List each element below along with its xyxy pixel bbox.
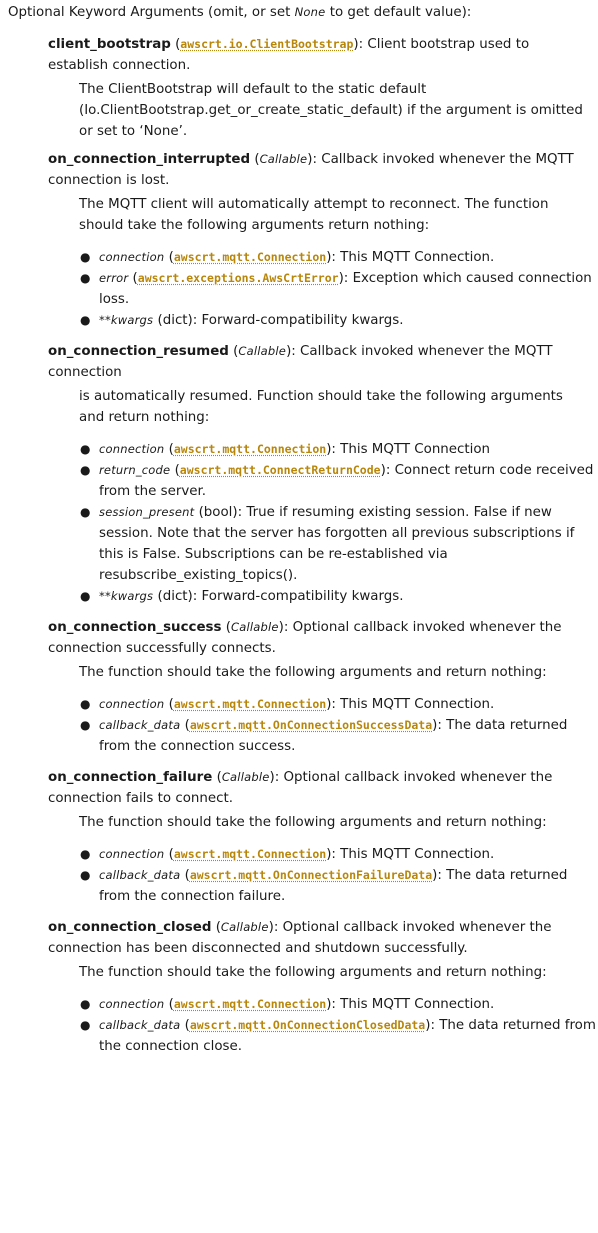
param-client-bootstrap: client_bootstrap (awscrt.io.ClientBootstrap): Client bootstrap used to establish connection. The ClientBootstrap will default to the static default (Io.ClientBootstrap.get_or_create_static_default) if the argument is omitted or set to ‘None’. — [48, 34, 588, 142]
bullet-icon: ● — [80, 505, 91, 519]
args-list — [8, 439, 598, 607]
param-on-connection-interrupted: on_connection_interrupted (Callable): Callback invoked whenever the MQTT connection is lost. The MQTT client will automatically attempt to reconnect. The function should take the following arguments return nothing: — [48, 149, 588, 236]
args-list — [8, 247, 598, 331]
param-description: The function should take the following arguments and return nothing: — [79, 665, 547, 680]
type-callable: Callable — [220, 920, 269, 934]
type-link[interactable]: awscrt.mqtt.ConnectReturnCode — [179, 463, 381, 477]
param-name: client_bootstrap — [48, 37, 171, 52]
list-item: ● connection (awscrt.mqtt.Connection): This MQTT Connection. — [99, 247, 598, 268]
type-link[interactable]: awscrt.mqtt.OnConnectionSuccessData — [189, 718, 433, 732]
none-literal: None — [294, 5, 326, 19]
bullet-icon: ● — [80, 697, 91, 711]
type-link[interactable]: awscrt.mqtt.OnConnectionClosedData — [189, 1018, 426, 1032]
param-name: on_connection_success — [48, 620, 222, 635]
param-on-connection-resumed: on_connection_resumed (Callable): Callback invoked whenever the MQTT connection is automatically resumed. Function should take the following arguments and return nothing: — [48, 341, 588, 428]
type-link[interactable]: awscrt.mqtt.OnConnectionFailureData — [189, 868, 433, 882]
type-link[interactable]: awscrt.mqtt.Connection — [173, 697, 327, 711]
param-name: on_connection_failure — [48, 770, 213, 785]
bullet-icon: ● — [80, 250, 91, 264]
param-description: The MQTT client will automatically attempt to reconnect. The function should take the following arguments return nothing: — [79, 197, 549, 233]
list-item: ● connection (awscrt.mqtt.Connection): This MQTT Connection — [99, 439, 598, 460]
param-on-connection-failure: on_connection_failure (Callable): Optional callback invoked whenever the connection fails to connect. The function should take the following arguments and return nothing: — [48, 767, 588, 833]
list-item: ● connection (awscrt.mqtt.Connection): This MQTT Connection. — [99, 694, 598, 715]
type-callable: Callable — [238, 344, 287, 358]
bullet-icon: ● — [80, 589, 91, 603]
bullet-icon: ● — [80, 868, 91, 882]
list-item: ● connection (awscrt.mqtt.Connection): This MQTT Connection. — [99, 994, 598, 1015]
bullet-icon: ● — [80, 1018, 91, 1032]
args-list — [8, 694, 598, 757]
list-item: ● callback_data (awscrt.mqtt.OnConnectionSuccessData): The data returned from the connection success. — [99, 715, 598, 757]
param-description: The function should take the following arguments and return nothing: — [79, 815, 547, 830]
param-on-connection-closed: on_connection_closed (Callable): Optional callback invoked whenever the connection has been disconnected and shutdown successfully. The function should take the following arguments and return nothing: — [48, 917, 588, 983]
bullet-icon: ● — [80, 271, 91, 285]
param-name: on_connection_resumed — [48, 344, 229, 359]
list-item: ● **kwargs (dict): Forward-compatibility kwargs. — [99, 586, 598, 607]
intro-line: Optional Keyword Arguments (omit, or set None to get default value): — [8, 5, 472, 20]
list-item: ● session_present (bool): True if resuming existing session. False if new session. Note that the server has forgotten all previous subscriptions if this is False. Subscriptions can be re-established via resubscribe_existing_topics(). — [99, 502, 598, 586]
bullet-icon: ● — [80, 463, 91, 477]
bullet-icon: ● — [80, 847, 91, 861]
type-link[interactable]: awscrt.exceptions.AwsCrtError — [137, 271, 339, 285]
type-link[interactable]: awscrt.io.ClientBootstrap — [180, 37, 354, 51]
list-item: ● connection (awscrt.mqtt.Connection): This MQTT Connection. — [99, 844, 598, 865]
list-item: ● **kwargs (dict): Forward-compatibility kwargs. — [99, 310, 598, 331]
param-on-connection-success: on_connection_success (Callable): Optional callback invoked whenever the connection successfully connects. The function should take the following arguments and return nothing: — [48, 617, 588, 683]
list-item: ● error (awscrt.exceptions.AwsCrtError): Exception which caused connection loss. — [99, 268, 598, 310]
param-description: The ClientBootstrap will default to the static default (Io.ClientBootstrap.get_or_create_static_default) if the argument is omitted or set to ‘None’. — [79, 82, 583, 139]
bullet-icon: ● — [80, 442, 91, 456]
param-name: on_connection_closed — [48, 920, 212, 935]
list-item: ● callback_data (awscrt.mqtt.OnConnectionFailureData): The data returned from the connection failure. — [99, 865, 598, 907]
type-callable: Callable — [221, 770, 270, 784]
list-item: ● return_code (awscrt.mqtt.ConnectReturnCode): Connect return code received from the server. — [99, 460, 598, 502]
type-link[interactable]: awscrt.mqtt.Connection — [173, 442, 327, 456]
args-list — [8, 994, 598, 1057]
type-link[interactable]: awscrt.mqtt.Connection — [173, 847, 327, 861]
param-name: on_connection_interrupted — [48, 152, 251, 167]
args-list — [8, 844, 598, 907]
list-item: ● callback_data (awscrt.mqtt.OnConnectionClosedData): The data returned from the connection close. — [99, 1015, 598, 1057]
bullet-icon: ● — [80, 718, 91, 732]
bullet-icon: ● — [80, 997, 91, 1011]
param-description: is automatically resumed. Function should take the following arguments and return nothing: — [79, 389, 563, 425]
type-callable: Callable — [259, 152, 308, 166]
type-link[interactable]: awscrt.mqtt.Connection — [173, 997, 327, 1011]
type-link[interactable]: awscrt.mqtt.Connection — [173, 250, 327, 264]
param-description: The function should take the following arguments and return nothing: — [79, 965, 547, 980]
bullet-icon: ● — [80, 313, 91, 327]
type-callable: Callable — [230, 620, 279, 634]
